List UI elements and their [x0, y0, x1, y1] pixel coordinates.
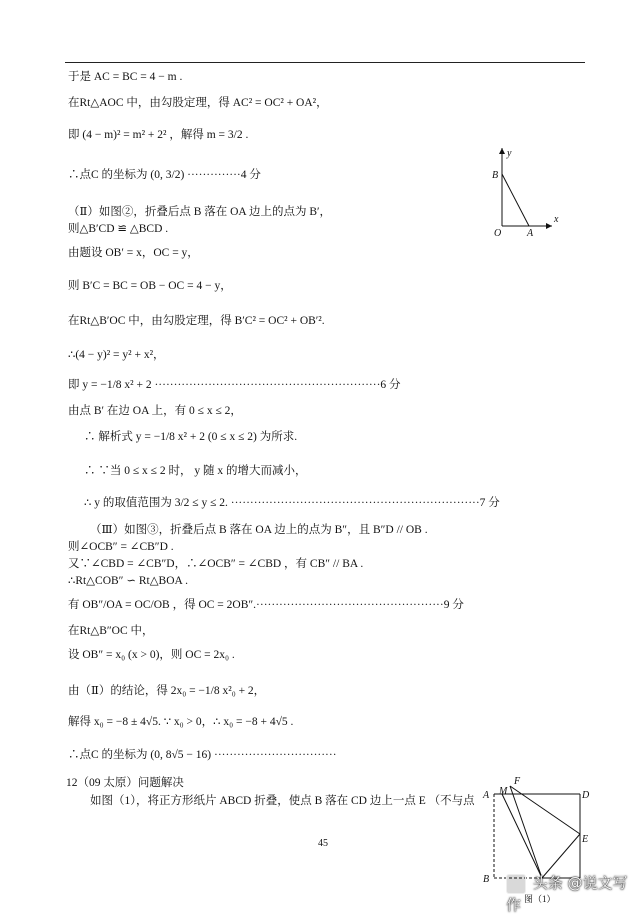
text-line-22: 设 OB″ = x₀ (x > 0)，则 OC = 2x₀ .	[68, 649, 235, 661]
label-a: A	[527, 228, 534, 239]
text-line-13: ∴ 解析式 y = −1/8 x² + 2 (0 ≤ x ≤ 2) 为所求.	[84, 431, 298, 443]
label-d: D	[582, 790, 590, 801]
text-line-23: 由（Ⅱ）的结论，得 2x₀ = −1/8 x²₀ + 2，	[68, 685, 266, 697]
label-e: E	[582, 834, 589, 845]
text-line-14: ∴ ∵当 0 ≤ x ≤ 2 时， y 随 x 的增大而减小，	[84, 465, 307, 477]
text-line-6: 则△B′CD ≌ △BCD .	[68, 223, 169, 235]
label-o: O	[494, 228, 502, 239]
problem-title: 12（09 太原）问题解决	[66, 777, 184, 789]
text-line-16: （Ⅲ）如图③，折叠后点 B 落在 OA 边上的点为 B″，且 B″D // OB .	[90, 524, 428, 536]
label-x: x	[554, 214, 559, 225]
text-line-10: ∴(4 − y)² = y² + x²，	[68, 349, 165, 361]
label-m: M	[499, 786, 508, 797]
text-line-19: ∴Rt△COB″ ∽ Rt△BOA .	[68, 575, 188, 587]
figure-caption: 图（1）	[524, 894, 556, 904]
label-y: y	[507, 148, 512, 159]
text-line-18: 又∵∠CBD = ∠CB″D，∴∠OCB″ = ∠CBD ，有 CB″ // BA .	[68, 558, 364, 570]
text-line-25: ∴点C 的坐标为 (0, 8√5 − 16) ································	[68, 749, 337, 761]
watermark	[506, 872, 640, 915]
watermark-text: 头条 @说文写作	[506, 874, 628, 914]
text-line-17: 则∠OCB″ = ∠CB″D .	[68, 541, 174, 553]
label-f: F	[514, 776, 521, 787]
label-b: B	[492, 170, 499, 181]
text-line-8: 则 B′C = BC = OB − OC = 4 − y，	[68, 280, 232, 292]
label-a2: A	[483, 790, 490, 801]
problem-statement: 如图（1），将正方形纸片 ABCD 折叠，使点 B 落在 CD 边上一点 E （不与点	[90, 795, 475, 807]
text-line-3: 即 (4 − m)² = m² + 2² ，解得 m = 3/2 .	[68, 129, 249, 141]
page-number: 45	[318, 838, 328, 849]
text-line-7: 由题设 OB′ = x，OC = y，	[68, 247, 199, 259]
text-line-5: （Ⅱ）如图②，折叠后点 B 落在 OA 边上的点为 B′，	[68, 206, 332, 218]
text-line-20: 有 OB″/OA = OC/OB ，得 OC = 2OB″.·················································9 分	[68, 599, 464, 611]
header-rule	[65, 62, 585, 63]
text-line-9: 在Rt△B′OC 中，由勾股定理，得 B′C² = OC² + OB′².	[68, 315, 325, 327]
coordinate-figure	[482, 140, 562, 240]
text-line-2: 在Rt△AOC 中，由勾股定理，得 AC² = OC² + OA²，	[68, 97, 328, 109]
text-line-11: 即 y = −1/8 x² + 2 ···························································6 分	[68, 379, 401, 391]
watermark-badge-icon	[506, 874, 526, 894]
text-line-21: 在Rt△B″OC 中，	[68, 625, 154, 637]
text-line-24: 解得 x₀ = −8 ± 4√5. ∵ x₀ > 0，∴ x₀ = −8 + 4√5 .	[68, 716, 294, 728]
text-line-12: 由点 B′ 在边 OA 上，有 0 ≤ x ≤ 2，	[68, 405, 242, 417]
text-line-15: ∴ y 的取值范围为 3/2 ≤ y ≤ 2. ·································································7 分	[84, 497, 500, 509]
text-line-1: 于是 AC = BC = 4 − m .	[68, 71, 183, 83]
text-line-4: ∴点C 的坐标为 (0, 3/2) ··············4 分	[68, 169, 261, 181]
label-b2: B	[483, 874, 490, 885]
